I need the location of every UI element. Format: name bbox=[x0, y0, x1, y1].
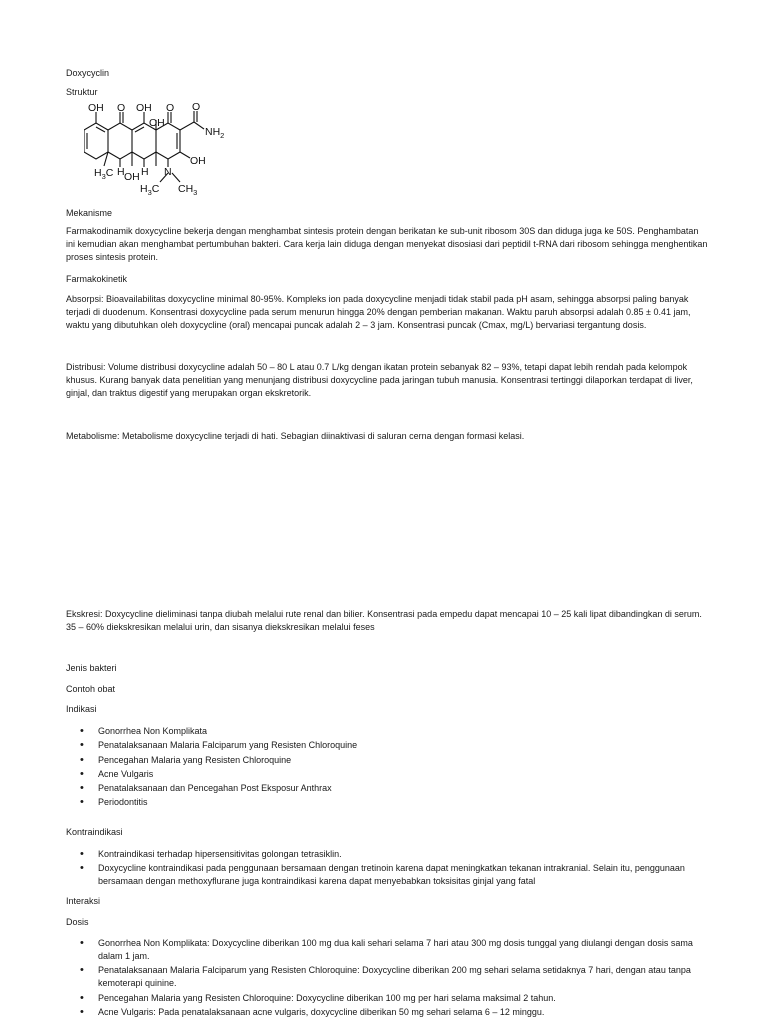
doxycycline-structure-diagram bbox=[84, 102, 244, 196]
atom-label-subscript: 2 bbox=[220, 131, 225, 140]
metabolisme-paragraph: Metabolisme: Metabolisme doxycycline terjadi di hati. Sebagian diinaktivasi di saluran cerna dengan formasi kelasi. bbox=[66, 431, 525, 441]
atom-label-main: C bbox=[105, 167, 114, 179]
dosis-list bbox=[66, 937, 708, 1020]
atom-label: OH bbox=[149, 117, 165, 129]
atom-label-subscript: 3 bbox=[147, 188, 152, 196]
dosis-heading: Dosis bbox=[66, 917, 89, 927]
atom-label bbox=[178, 183, 197, 196]
interaksi-heading: Interaksi bbox=[66, 896, 101, 906]
list-item: • Pencegahan Malaria yang Resisten Chloroquine bbox=[66, 754, 708, 767]
atom-label-subscript: 3 bbox=[101, 172, 106, 181]
atom-label: N bbox=[164, 166, 172, 178]
struktur-heading: Struktur bbox=[66, 87, 98, 97]
distribusi-paragraph: Distribusi: Volume distribusi doxycycline adalah 50 – 80 L atau 0.7 L/kg dengan ikatan protein sebanyak 82 – 93%, tetapi dapat lebih rendah pada kelompok khusus. Kurang banyak data penelitian yang menunjang distribusi doxycycline pada jaringan tubuh manusia. Konsentrasi tertinggi dilaporkan terdapat di liver, ginjal, dan traktus digestif yang merupakan organ ekskretorik. bbox=[66, 362, 693, 398]
list-item: • Gonorrhea Non Komplikata bbox=[66, 725, 708, 738]
doc-title: Doxycyclin bbox=[66, 68, 110, 78]
atom-label-main: CH bbox=[178, 183, 194, 195]
atom-label: H bbox=[117, 166, 125, 178]
bond bbox=[180, 152, 190, 158]
atom-label: O bbox=[166, 102, 175, 114]
atom-label: O bbox=[117, 102, 126, 114]
bond bbox=[194, 122, 204, 129]
list-item: • Kontraindikasi terhadap hipersensitivitas golongan tetrasiklin. bbox=[66, 848, 708, 861]
atom-label: O bbox=[192, 102, 201, 113]
atom-label bbox=[140, 183, 160, 196]
atom-label: OH bbox=[88, 102, 104, 114]
mekanisme-paragraph: Farmakodinamik doxycycline bekerja dengan menghambat sintesis protein dengan berikatan ke sub-unit ribosom 30S dan diduga juga ke 50S. Penghambatan ini kemudian akan menghambat pertumbuhan bakteri. Cara kerja lain diduga dengan menyekat disosiasi dari peptidil t-RNA dari ribosom sehingga menghentikan proses sintesis protein. bbox=[66, 226, 708, 262]
bond bbox=[108, 123, 132, 159]
list-item: • Penatalaksanaan Malaria Falciparum yang Resisten Chloroquine bbox=[66, 739, 708, 752]
list-item: • Penatalaksanaan Malaria Falciparum yang Resisten Chloroquine: Doxycycline diberikan 200 mg sehari selama setidaknya 7 hari, dengan atau tanpa kemoterapi quinine. bbox=[66, 964, 708, 990]
list-item: • Penatalaksanaan dan Pencegahan Post Eksposur Anthrax bbox=[66, 782, 708, 795]
kontraindikasi-list bbox=[66, 848, 708, 890]
ekskresi-paragraph: Ekskresi: Doxycycline dieliminasi tanpa diubah melalui rute renal dan bilier. Konsentrasi pada empedu dapat mencapai 10 – 25 kali lipat dibandingkan di serum. 35 – 60% diekskresikan melalui urin, dan sisanya diekskresikan melalui feses bbox=[66, 609, 702, 632]
farmakokinetik-heading: Farmakokinetik bbox=[66, 274, 128, 284]
atom-label: H bbox=[141, 166, 149, 178]
atom-label: OH bbox=[136, 102, 152, 114]
kontraindikasi-heading: Kontraindikasi bbox=[66, 827, 123, 837]
bond bbox=[180, 122, 194, 130]
list-item: • Doxycycline kontraindikasi pada penggunaan bersamaan dengan tretinoin karena dapat meningkatkan tekanan intrakranial. Selain itu, penggunaan bersamaan dengan methoxyflurane juga kontraindikasi karena dapat menyebabkan toksisitas ginjal yang fatal bbox=[66, 862, 708, 888]
list-item: • Acne Vulgaris bbox=[66, 768, 708, 781]
bond bbox=[84, 152, 108, 159]
list-item: • Periodontitis bbox=[66, 796, 708, 809]
atom-label-main: C bbox=[151, 183, 160, 195]
atom-label-main: H bbox=[140, 183, 148, 195]
atom-label bbox=[205, 126, 224, 140]
jenis-bakteri-heading: Jenis bakteri bbox=[66, 663, 117, 673]
atom-label-main: NH bbox=[205, 126, 221, 138]
atom-label-subscript: 3 bbox=[193, 188, 198, 196]
mekanisme-heading: Mekanisme bbox=[66, 208, 113, 218]
atom-label: OH bbox=[124, 171, 140, 183]
indikasi-heading: Indikasi bbox=[66, 704, 97, 714]
atom-label: OH bbox=[190, 155, 206, 167]
bond bbox=[172, 173, 180, 182]
indikasi-list bbox=[66, 725, 708, 811]
list-item: • Pencegahan Malaria yang Resisten Chloroquine: Doxycycline diberikan 100 mg per hari selama maksimal 2 tahun. bbox=[66, 992, 708, 1005]
atom-label bbox=[94, 167, 114, 181]
atom-label-main: H bbox=[94, 167, 102, 179]
list-item: • Gonorrhea Non Komplikata: Doxycycline diberikan 100 mg dua kali sehari selama 7 hari atau 300 mg dosis tunggal yang diulangi dengan dosis sama dalam 1 jam. bbox=[66, 937, 708, 963]
absorpsi-paragraph: Absorpsi: Bioavailabilitas doxycycline minimal 80-95%. Kompleks ion pada doxycycline menjadi tidak stabil pada pH asam, sehingga absorpsi paling banyak terjadi di duodenum. Konsentrasi doxycycline pada serum menurun hingga 20% dengan pemberian makanan. Waktu paruh absorpsi adalah 0.85 ± 0.41 jam, waktu yang dibutuhkan oleh doxycycline (oral) mencapai puncak adalah 2 – 3 jam. Konsentrasi puncak (Cmax, mg/L) bervariasi tergantung dosis. bbox=[66, 294, 691, 330]
list-item: • Acne Vulgaris: Pada penatalaksanaan acne vulgaris, doxycycline diberikan 50 mg sehari selama 6 – 12 minggu. bbox=[66, 1006, 708, 1019]
contoh-obat-heading: Contoh obat bbox=[66, 684, 116, 694]
